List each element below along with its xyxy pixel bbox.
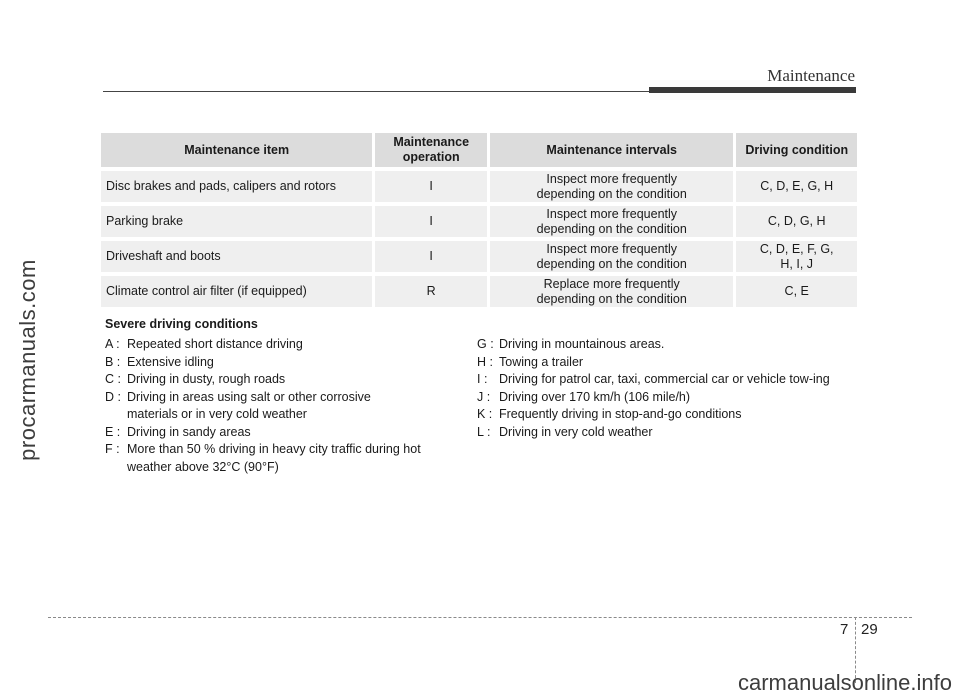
cell-item: Disc brakes and pads, calipers and rotors: [101, 171, 372, 202]
condition-text: Driving in mountainous areas.: [499, 337, 665, 351]
header-rule-thin: [103, 91, 649, 92]
list-item: [105, 336, 465, 354]
condition-text: Extensive idling: [127, 354, 214, 369]
conditions-title: Severe driving conditions: [105, 317, 258, 331]
cell-operation: R: [372, 276, 487, 307]
condition-text: More than 50 % driving in heavy city traffic during hot weather above 32°C (90°F): [127, 442, 421, 474]
header-maintenance-operation: Maintenance operation: [372, 133, 487, 167]
header-rule-thick: [649, 87, 856, 93]
cell-item: Climate control air filter (if equipped): [101, 276, 372, 307]
conditions-list-left: [105, 336, 465, 476]
list-item: [477, 389, 862, 407]
table-row: [101, 171, 857, 202]
condition-key: F :: [105, 442, 120, 456]
condition-text: Frequently driving in stop-and-go conditions: [499, 407, 742, 421]
condition-text: Driving in very cold weather: [499, 424, 653, 439]
condition-key: L :: [477, 424, 491, 439]
cell-interval: Inspect more frequently depending on the condition: [487, 206, 733, 237]
table-row: [101, 206, 857, 237]
condition-key: K :: [477, 407, 493, 421]
cell-interval: Inspect more frequently depending on the condition: [487, 241, 733, 272]
watermark-left-text: procarmanuals.com: [15, 259, 40, 461]
list-item: [477, 371, 862, 389]
condition-key: I :: [477, 372, 488, 386]
cell-operation: I: [372, 171, 487, 202]
table-header-row: [101, 133, 857, 167]
list-item: [105, 441, 465, 476]
footer-rule: [48, 617, 912, 618]
cell-condition: C, D, E, F, G, H, I, J: [733, 241, 857, 272]
condition-text: Towing a trailer: [499, 354, 584, 369]
cell-interval: Inspect more frequently depending on the condition: [487, 171, 733, 202]
condition-key: A :: [105, 337, 120, 351]
condition-key: J :: [477, 389, 491, 404]
cell-condition: C, E: [733, 276, 857, 307]
watermark-left: [8, 200, 48, 520]
watermark-bottom: carmanualsonline.info: [737, 670, 952, 695]
condition-key: E :: [105, 424, 121, 439]
page-number: 29: [861, 621, 878, 638]
conditions-list-right: [477, 336, 862, 441]
header-driving-condition: Driving condition: [733, 133, 857, 167]
condition-text: Driving in areas using salt or other corrosive materials or in very cold weather: [127, 389, 371, 421]
table-row: [101, 276, 857, 307]
section-title: Maintenance: [767, 66, 855, 85]
condition-text: Driving over 170 km/h (106 mile/h): [499, 389, 691, 404]
cell-interval: Replace more frequently depending on the condition: [487, 276, 733, 307]
condition-key: D :: [105, 389, 121, 404]
table-row: [101, 241, 857, 272]
cell-condition: C, D, E, G, H: [733, 171, 857, 202]
cell-condition: C, D, G, H: [733, 206, 857, 237]
list-item: [105, 371, 465, 389]
cell-item: Driveshaft and boots: [101, 241, 372, 272]
cell-operation: I: [372, 241, 487, 272]
list-item: [105, 354, 465, 372]
list-item: [477, 424, 862, 442]
cell-operation: I: [372, 206, 487, 237]
header-maintenance-intervals: Maintenance intervals: [487, 133, 733, 167]
condition-text: Driving for patrol car, taxi, commercial car or vehicle tow-ing: [499, 372, 830, 386]
condition-text: Driving in dusty, rough roads: [127, 372, 286, 386]
page-chapter: 7: [840, 621, 849, 638]
condition-text: Driving in sandy areas: [127, 424, 251, 439]
condition-key: H :: [477, 354, 493, 369]
condition-key: B :: [105, 354, 121, 369]
condition-key: G :: [477, 337, 494, 351]
list-item: [477, 336, 862, 354]
condition-key: C :: [105, 372, 121, 386]
header-maintenance-item: Maintenance item: [101, 133, 372, 167]
list-item: [477, 354, 862, 372]
list-item: [477, 406, 862, 424]
condition-text: Repeated short distance driving: [127, 337, 303, 351]
list-item: [105, 389, 465, 424]
list-item: [105, 424, 465, 442]
cell-item: Parking brake: [101, 206, 372, 237]
maintenance-table: [101, 129, 857, 311]
